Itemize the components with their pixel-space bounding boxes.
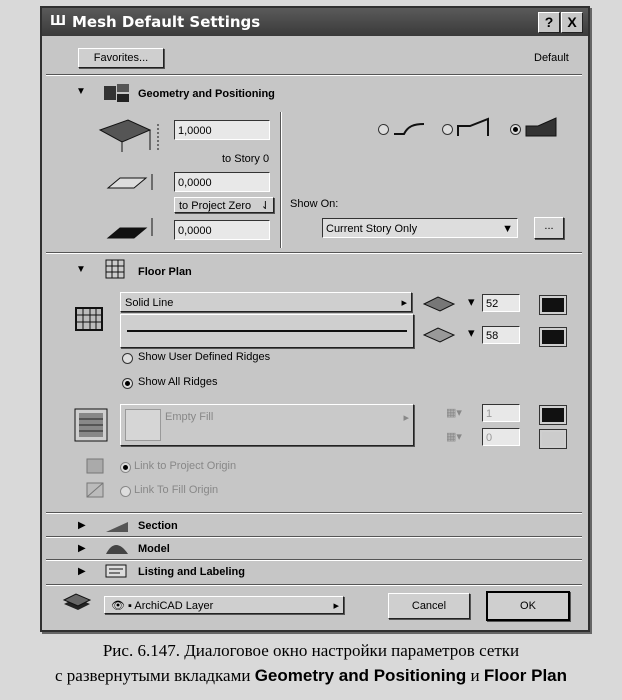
fill-type-label: Empty Fill (165, 411, 214, 423)
expand-triangle-icon[interactable]: ▶ (78, 566, 86, 577)
arrow-right-icon: ▸ (333, 600, 339, 612)
model-section-title[interactable]: Model (138, 543, 170, 555)
show-on-value: Current Story Only (326, 223, 418, 235)
floor-plan-icon (104, 258, 126, 280)
link-project-origin-label[interactable]: Link to Project Origin (134, 460, 237, 472)
line-type-label: Solid Line (125, 297, 174, 309)
mesh-ridge-pen-icon (422, 326, 456, 344)
line-type-dropdown[interactable] (120, 292, 412, 312)
mesh-grid-icon (74, 306, 104, 332)
ok-button[interactable]: OK (486, 591, 570, 621)
solid-line-sample (127, 330, 407, 332)
reference-level-dropdown[interactable] (174, 197, 274, 213)
geometry-icon (102, 82, 132, 104)
section-icon (104, 518, 130, 534)
link-project-origin-radio[interactable] (120, 462, 131, 473)
fill-pen1-field[interactable]: 1 (482, 404, 520, 422)
chevron-down-icon: ⇃ (260, 200, 270, 212)
collapse-triangle-icon[interactable]: ▼ (76, 86, 86, 97)
surface-radio-3[interactable] (510, 124, 521, 135)
project-origin-icon (86, 458, 104, 474)
caption-prefix: с развернутыми вкладками (54, 666, 251, 685)
dialog-title: Mesh Default Settings (72, 13, 261, 31)
caption-bold-1: Geometry and Positioning (254, 666, 467, 685)
section-section-title[interactable]: Section (138, 520, 178, 532)
cancel-button[interactable]: Cancel (388, 593, 470, 619)
surface-solid-icon (524, 114, 558, 138)
close-button[interactable]: X (561, 12, 583, 33)
fill-pen2-field[interactable]: 0 (482, 428, 520, 446)
expand-triangle-icon[interactable]: ▶ (78, 520, 86, 531)
fill-type-dropdown[interactable] (120, 404, 414, 446)
bottom-field[interactable]: 0,0000 (174, 220, 270, 240)
surface-line-icon (392, 118, 426, 138)
favorites-button[interactable]: Favorites... (78, 48, 164, 68)
divider (46, 252, 582, 254)
link-fill-origin-radio[interactable] (120, 486, 131, 497)
pen-icon: ▾ (468, 294, 475, 309)
default-label: Default (534, 52, 569, 64)
pen1-field[interactable]: 52 (482, 294, 520, 312)
fill-background-pen-icon: ▦▾ (446, 431, 462, 443)
link-fill-origin-label[interactable]: Link To Fill Origin (134, 484, 219, 496)
layer-dropdown[interactable] (104, 596, 344, 614)
help-button[interactable]: ? (538, 12, 560, 33)
mesh-default-settings-dialog (40, 6, 590, 632)
offset-field[interactable]: 0,0000 (174, 172, 270, 192)
arrow-right-icon: ▸ (403, 412, 409, 424)
eye-icon: 👁 (111, 600, 125, 612)
divider (46, 584, 582, 586)
divider (46, 512, 582, 514)
pen-icon: ▾ (468, 325, 475, 340)
divider (46, 536, 582, 538)
line-preview[interactable] (120, 314, 414, 348)
fill-pen-icon: ▦▾ (446, 407, 462, 419)
show-on-dropdown[interactable] (322, 218, 518, 238)
ridge-user-label[interactable]: Show User Defined Ridges (138, 351, 271, 363)
figure-caption (0, 638, 622, 688)
show-on-label: Show On: (290, 198, 339, 210)
expand-triangle-icon[interactable]: ▶ (78, 543, 86, 554)
fill-origin-icon (86, 482, 104, 498)
caption-line-1: Рис. 6.147. Диалоговое окно настройки параметров сетки (102, 641, 520, 660)
fill-preview (125, 409, 161, 441)
layer-label: ArchiCAD Layer (134, 600, 214, 612)
caption-line-2 (0, 663, 622, 688)
fill-pen1-color-swatch[interactable] (540, 406, 566, 424)
pen2-field[interactable]: 58 (482, 326, 520, 344)
layer-lock-icon: ▪ (128, 600, 132, 612)
dropdown-arrow-icon: ▼ (502, 223, 513, 235)
pen1-color-swatch[interactable] (540, 296, 566, 314)
title-bar (42, 8, 588, 36)
divider (46, 559, 582, 561)
caption-mid: и (470, 666, 480, 685)
surface-radio-1[interactable] (378, 124, 389, 135)
pen2-color-swatch[interactable] (540, 328, 566, 346)
geometry-section-title[interactable]: Geometry and Positioning (138, 88, 275, 100)
more-button[interactable]: ... (534, 217, 564, 239)
ridge-user-radio[interactable] (122, 353, 133, 364)
mesh-pen-icon (422, 295, 456, 313)
collapse-triangle-icon[interactable]: ▼ (76, 264, 86, 275)
caption-bold-2: Floor Plan (483, 666, 568, 685)
app-icon: Ш (50, 14, 67, 29)
surface-radio-2[interactable] (442, 124, 453, 135)
bottom-level-icon (104, 216, 160, 242)
ridge-all-label[interactable]: Show All Ridges (138, 376, 218, 388)
layers-icon (62, 592, 92, 614)
height-field[interactable]: 1,0000 (174, 120, 270, 140)
model-icon (104, 540, 130, 556)
floor-plan-section-title[interactable]: Floor Plan (138, 266, 192, 278)
fill-pen2-color-swatch[interactable] (540, 430, 566, 448)
divider (46, 74, 582, 76)
fill-pattern-icon (74, 408, 108, 442)
listing-section-title[interactable]: Listing and Labeling (138, 566, 245, 578)
arrow-right-icon: ▸ (401, 297, 407, 309)
listing-icon (104, 563, 130, 579)
surface-outline-icon (456, 116, 490, 138)
offset-icon (104, 172, 160, 194)
to-story-label: to Story 0 (222, 153, 270, 165)
mesh-height-icon (98, 116, 168, 156)
ridge-all-radio[interactable] (122, 378, 133, 389)
reference-level-label: to Project Zero (179, 200, 252, 212)
divider-vertical (280, 112, 282, 248)
